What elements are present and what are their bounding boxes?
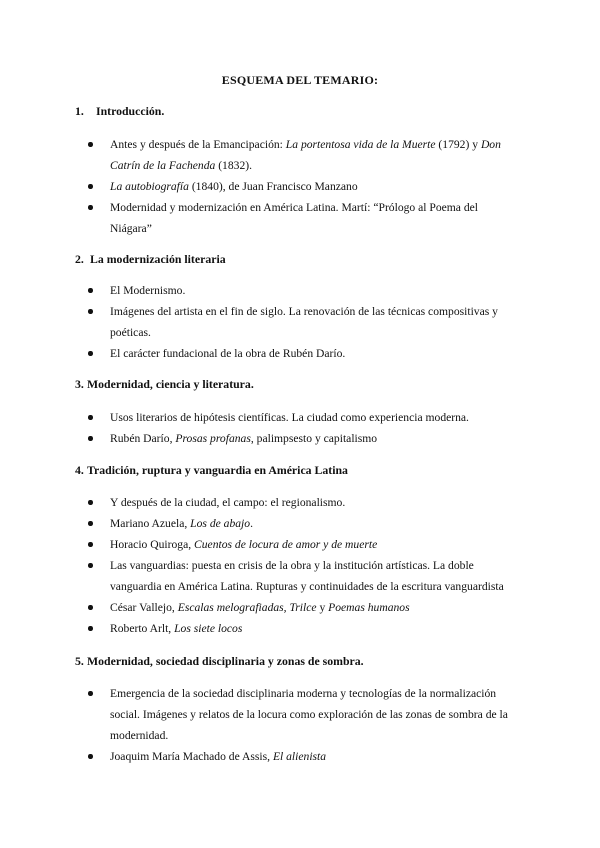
section-number: 3.	[75, 377, 84, 391]
bullet-icon	[88, 288, 93, 293]
section-5-heading	[75, 651, 364, 672]
section-1-heading	[75, 101, 164, 122]
bullet-icon	[88, 142, 93, 147]
section-2-heading	[75, 249, 226, 270]
section-4-list	[0, 492, 600, 639]
list-item: César Vallejo, Escalas melografiadas, Trilce y Poemas humanos	[0, 597, 600, 618]
list-item: Roberto Arlt, Los siete locos	[0, 618, 600, 639]
section-title: Modernidad, ciencia y literatura.	[87, 377, 254, 391]
list-item: Imágenes del artista en el fin de siglo. La renovación de las técnicas compositivas y poéticas.	[0, 301, 600, 343]
section-number: 1.	[75, 104, 84, 118]
list-item: El carácter fundacional de la obra de Rubén Darío.	[0, 343, 600, 364]
bullet-icon	[88, 754, 93, 759]
list-item: Joaquim María Machado de Assis, El alienista	[0, 746, 600, 767]
bullet-icon	[88, 184, 93, 189]
section-2-list	[0, 280, 600, 364]
bullet-icon	[88, 309, 93, 314]
list-item: El Modernismo.	[0, 280, 600, 301]
list-item: La autobiografía (1840), de Juan Francisco Manzano	[0, 176, 600, 197]
bullet-icon	[88, 436, 93, 441]
section-title: Tradición, ruptura y vanguardia en América Latina	[87, 463, 348, 477]
section-number: 2.	[75, 252, 84, 266]
list-item: Mariano Azuela, Los de abajo.	[0, 513, 600, 534]
bullet-icon	[88, 415, 93, 420]
section-4-heading	[75, 460, 348, 481]
list-item: Emergencia de la sociedad disciplinaria moderna y tecnologías de la normalización social. Imágenes y relatos de la locura como exploración de las zonas de sombra de la modernidad.	[0, 683, 600, 746]
section-title: Introducción.	[96, 104, 165, 118]
bullet-icon	[88, 500, 93, 505]
document-title: ESQUEMA DEL TEMARIO:	[221, 73, 379, 87]
section-title: Modernidad, sociedad disciplinaria y zonas de sombra.	[87, 654, 364, 668]
bullet-icon	[88, 691, 93, 696]
list-item: Usos literarios de hipótesis científicas. La ciudad como experiencia moderna.	[0, 407, 600, 428]
section-5-list	[0, 683, 600, 767]
list-item: Las vanguardias: puesta en crisis de la obra y la institución artísticas. La doble vanguardia en América Latina. Rupturas y continuidades de la escritura vanguardista	[0, 555, 600, 597]
bullet-icon	[88, 521, 93, 526]
list-item: Y después de la ciudad, el campo: el regionalismo.	[0, 492, 600, 513]
section-3-list	[0, 407, 600, 449]
list-item: Antes y después de la Emancipación: La portentosa vida de la Muerte (1792) y Don Catrín de la Fachenda (1832).	[0, 134, 600, 176]
section-title: La modernización literaria	[90, 252, 226, 266]
list-item: Rubén Darío, Prosas profanas, palimpsesto y capitalismo	[0, 428, 600, 449]
bullet-icon	[88, 542, 93, 547]
bullet-icon	[88, 351, 93, 356]
bullet-icon	[88, 563, 93, 568]
section-number: 4.	[75, 463, 84, 477]
bullet-icon	[88, 626, 93, 631]
list-item: Modernidad y modernización en América Latina. Martí: “Prólogo al Poema del Niágara”	[0, 197, 600, 239]
bullet-icon	[88, 605, 93, 610]
bullet-icon	[88, 205, 93, 210]
section-1-list	[0, 134, 600, 239]
section-number: 5.	[75, 654, 84, 668]
section-3-heading	[75, 374, 254, 395]
list-item: Horacio Quiroga, Cuentos de locura de amor y de muerte	[0, 534, 600, 555]
